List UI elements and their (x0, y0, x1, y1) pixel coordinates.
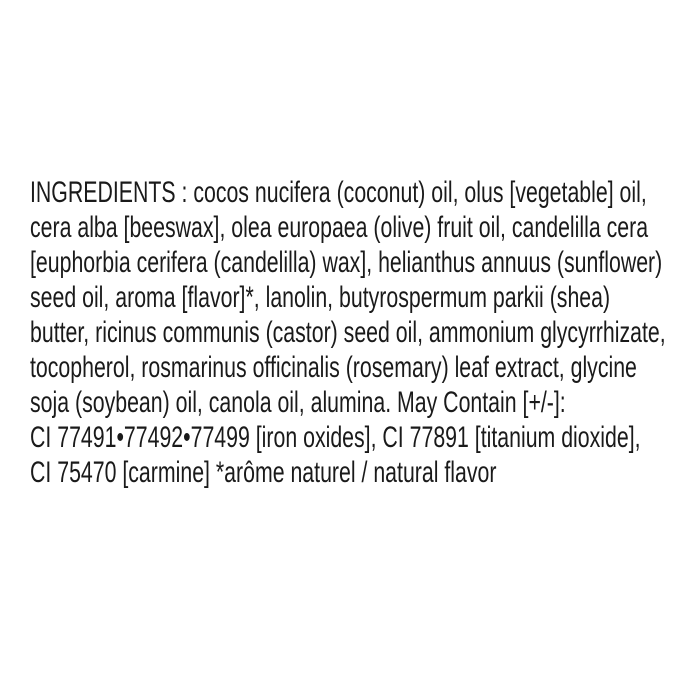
ingredients-line: cera alba [beeswax], olea europaea (olive) fruit oil, candelilla cera (30, 211, 649, 244)
ingredients-line: soja (soybean) oil, canola oil, alumina. May Contain [+/-]: (30, 386, 566, 419)
ingredients-line: CI 77491•77492•77499 [iron oxides], CI 77891 [titanium dioxide], (30, 421, 641, 454)
ingredients-panel (30, 175, 679, 490)
ingredients-line: seed oil, aroma [flavor]*, lanolin, butyrospermum parkii (shea) (30, 281, 611, 314)
ingredients-line: butter, ricinus communis (castor) seed oil, ammonium glycyrrhizate, (30, 316, 666, 349)
ingredients-line: tocopherol, rosmarinus officinalis (rosemary) leaf extract, glycine (30, 351, 637, 384)
ingredients-line: [euphorbia cerifera (candelilla) wax], helianthus annuus (sunflower) (30, 246, 663, 279)
ingredients-line: CI 75470 [carmine] *arôme naturel / natural flavor (30, 456, 497, 489)
ingredients-line: INGREDIENTS : cocos nucifera (coconut) oil, olus [vegetable] oil, (30, 176, 647, 209)
